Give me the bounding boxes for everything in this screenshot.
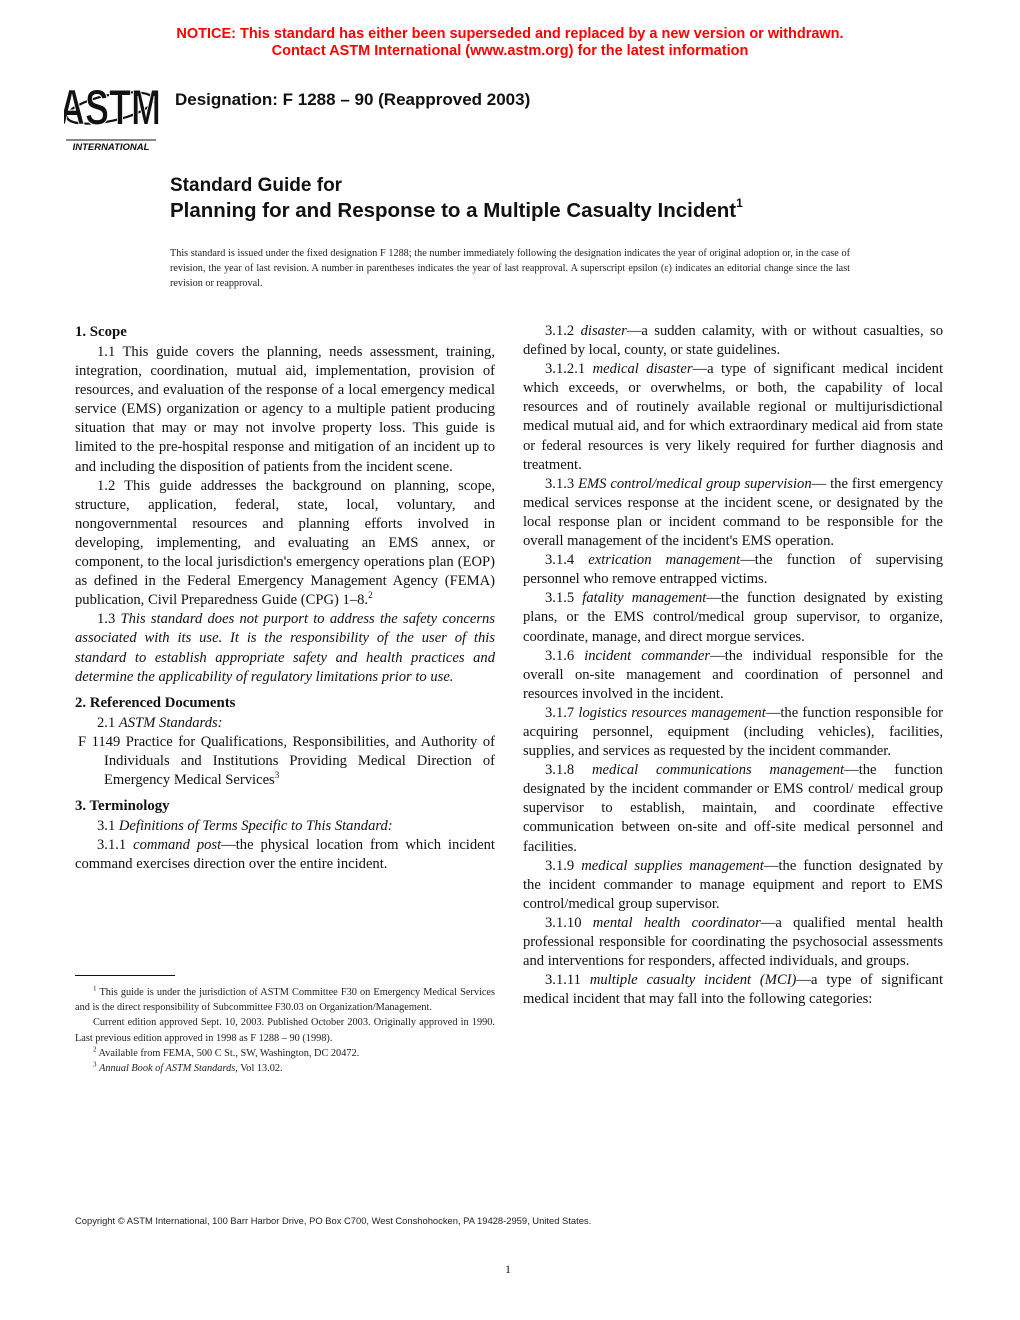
- term-3-1-7: 3.1.7 logistics resources management—the function responsible for acquiring personnel, equipment (including vehicles), facilities, supplies, and services as requested by the incident commander.: [523, 704, 943, 760]
- term-3-1-5: 3.1.5 fatality management—the function designated by existing plans, or the EMS control/medical group supervisor, to organize, coordinate, manage, and direct morgue services.: [523, 590, 943, 645]
- paragraph-1-3: 1.3 This standard does not purport to address the safety concerns associated with its use. It is the responsibility of the user of this standard to establish appropriate safety and health practices and determine the applicability of regulatory limitations prior to use.: [75, 611, 496, 685]
- term-3-1-6: 3.1.6 incident commander—the individual responsible for the overall on-site management and coordination of personnel and resources involved in the incident.: [523, 647, 943, 702]
- footnote-ref: 1: [736, 196, 743, 210]
- notice-line-2: Contact ASTM International (www.astm.org) for the latest information: [271, 43, 749, 59]
- svg-text:ASTM: ASTM: [64, 79, 160, 136]
- section-heading-referenced: 2. Referenced Documents: [75, 694, 236, 711]
- astm-logo-icon: [64, 74, 160, 152]
- left-column: [75, 322, 495, 874]
- right-column: [523, 322, 943, 1009]
- paragraph-1-2: 1.2 This guide addresses the background on planning, scope, structure, application, federal, state, local, voluntary, and nongovernmental resources and planning efforts involved in developing, implementing, and evaluating an EMS annex, or component, to the local jurisdiction's emergency operations plan (EOP) as defined in the Federal Emergency Management Agency (FEMA) publication, Civil Preparedness Guide (CPG) 1–8.$^2$: [75, 477, 495, 609]
- issued-note: This standard is issued under the fixed designation F 1288; the number immediately following the designation indicates the year of original adoption or, in the case of revision, the year of last revision. A number in parentheses indicates the year of last reapproval. A superscript epsilon (ε) indicates an editorial change since the last revision or reapproval.: [170, 248, 850, 289]
- section-heading-scope: 1. Scope: [75, 324, 127, 340]
- reference-f1149: F 1149 Practice for Qualifications, Responsibilities, and Authority of Individuals and Institutions Providing Medical Direction of Emergency Medical Services$^3$: [78, 733, 495, 788]
- paragraph-3-1: 3.1 Definitions of Terms Specific to This Standard:: [97, 818, 393, 835]
- term-3-1-2: 3.1.2 disaster—a sudden calamity, with or without casualties, so defined by local, county, or state guidelines.: [523, 323, 943, 359]
- footnote-2: $^2$ Available from FEMA, 500 C St., SW, Washington, DC 20472.: [93, 1045, 360, 1059]
- notice-line-1: NOTICE: This standard has either been superseded and replaced by a new version or withdrawn.: [176, 26, 844, 42]
- page-number: 1: [505, 1262, 511, 1276]
- copyright-notice: Copyright © ASTM International, 100 Barr Harbor Drive, PO Box C700, West Conshohocken, PA 19428-2959, United States.: [75, 1215, 592, 1226]
- svg-text:INTERNATIONAL: INTERNATIONAL: [72, 142, 150, 152]
- term-3-1-2-1: 3.1.2.1 medical disaster—a type of significant medical incident which exceeds, or overwhelms, or both, the capability of local resources and of routinely available regional or multijurisdictional medical mutual aid, and for which extraordinary medical aid from state or federal resources is very likely required for further diagnosis and treatment.: [523, 361, 943, 473]
- footnote-1: $^1$ This guide is under the jurisdiction of ASTM Committee F30 on Emergency Medical Services and is the direct responsibility of Subcommittee F30.03 on Organization/Management.: [75, 984, 495, 1014]
- withdrawal-notice: [0, 26, 1020, 60]
- footnote-divider: [75, 975, 175, 976]
- title-line-2: [170, 196, 743, 223]
- footnote-1-edition: Current edition approved Sept. 10, 2003. Published October 2003. Originally approved in 1990. Last previous edition approved in 1998 as F 1288 – 90 (1998).: [75, 1017, 495, 1044]
- term-3-1-8: 3.1.8 medical communications management—the function designated by the incident commander or EMS control/ medical group supervisor to establish, maintain, and coordinate effective communication between on-site and off-site medical personnel and facilities.: [523, 762, 943, 855]
- term-3-1-1: 3.1.1 command post—the physical location from which incident command exercises direction over the entire incident.: [75, 837, 495, 873]
- footnote-3: $^3$ Annual Book of ASTM Standards, Vol 13.02.: [93, 1060, 283, 1075]
- term-3-1-11: 3.1.11 multiple casualty incident (MCI)—a type of significant medical incident that may fall into the following categories:: [523, 972, 943, 1008]
- designation: Designation: F 1288 – 90 (Reapproved 2003): [175, 90, 531, 109]
- term-3-1-3: 3.1.3 EMS control/medical group supervision— the first emergency medical services response at the incident scene, or designated by the local response plan or incident command to be responsible for the overall management of the incident's EMS operation.: [523, 475, 944, 550]
- document-title: Planning for and Response to a Multiple Casualty Incident: [170, 199, 737, 222]
- term-3-1-10: 3.1.10 mental health coordinator—a qualified mental health professional responsible for coordinating the psychosocial assessments and interventions for responders, affected individuals, and groups.: [523, 914, 943, 970]
- section-heading-terminology: 3. Terminology: [75, 798, 170, 815]
- title-line-1: Standard Guide for: [170, 175, 343, 196]
- paragraph-2-1: 2.1 ASTM Standards:: [97, 714, 223, 731]
- astm-logo: [64, 74, 160, 152]
- footnote-ref: 3: [274, 770, 280, 781]
- paragraph-1-1: 1.1 This guide covers the planning, needs assessment, training, integration, coordination, mutual aid, implementation, provision of resources, and evaluation of the response of a local emergency medical service (EMS) organization or agency to a multiple patient producing situation that may or may not involve property loss. This guide is limited to the pre-hospital response and mitigation of an incident up to and including the disposition of patients from the incident scene.: [75, 344, 495, 475]
- term-3-1-9: 3.1.9 medical supplies management—the function designated by the incident commander to manage equipment and report to EMS control/medical group supervisor.: [523, 857, 943, 912]
- footnote-ref: 2: [368, 590, 373, 601]
- term-3-1-4: 3.1.4 extrication management—the function of supervising personnel who remove entrapped victims.: [523, 552, 944, 588]
- footnotes: [75, 985, 495, 1076]
